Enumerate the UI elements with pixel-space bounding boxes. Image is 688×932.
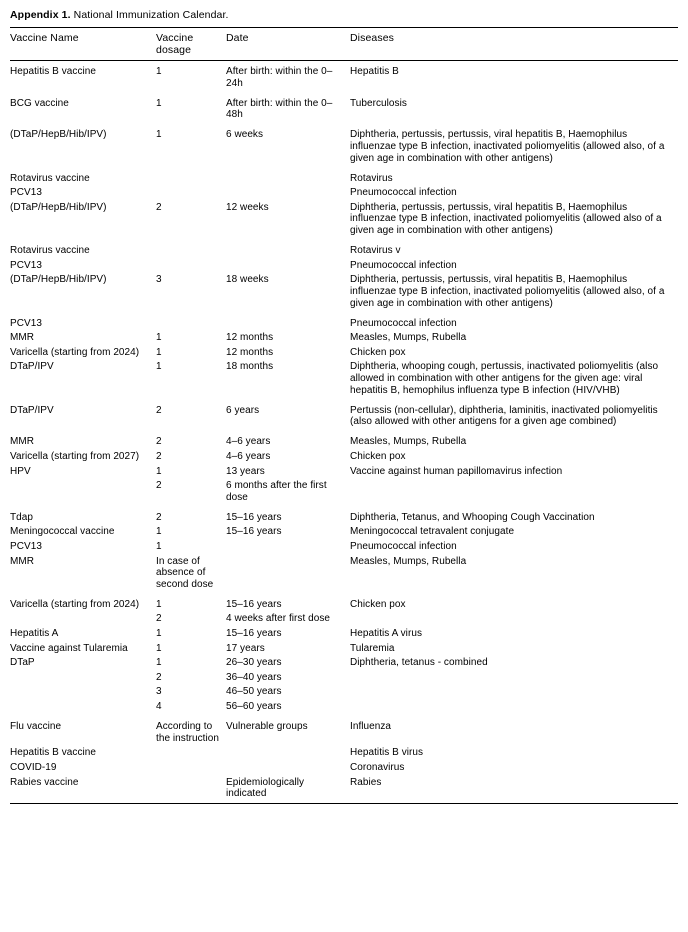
cell-date xyxy=(226,311,350,331)
column-header-diseases: Diseases xyxy=(350,28,678,61)
cell-date xyxy=(226,166,350,186)
column-header-vaccine-dosage: Vaccine dosage xyxy=(156,28,226,61)
cell-diseases: Diphtheria, tetanus - combined xyxy=(350,657,488,669)
cell-date: 56–60 years xyxy=(226,701,282,713)
cell-diseases: Measles, Mumps, Rubella xyxy=(350,436,467,448)
table-row xyxy=(10,122,678,165)
cell-date: 12 weeks xyxy=(226,201,269,213)
cell-date: 6 months after the first dose xyxy=(226,480,327,503)
cell-vaccine-name: Meningococcal vaccine xyxy=(10,526,115,538)
cell-diseases: Vaccine against human papillomavirus infection xyxy=(350,465,563,477)
cell-vaccine-name: Rotavirus vaccine xyxy=(10,172,90,184)
cell-vaccine-name: Vaccine against Tularemia xyxy=(10,642,128,654)
cell-vaccine-name: PCV13 xyxy=(10,259,42,271)
cell-vaccine-dosage: 1 xyxy=(156,526,162,538)
cell-vaccine-dosage xyxy=(156,760,226,775)
table-row xyxy=(10,775,678,801)
cell-vaccine-dosage: 1 xyxy=(156,642,162,654)
cell-diseases xyxy=(350,612,678,627)
cell-vaccine-dosage: 2 xyxy=(156,613,162,625)
cell-date: 36–40 years xyxy=(226,671,282,683)
cell-vaccine-name: Hepatitis B vaccine xyxy=(10,747,96,759)
cell-vaccine-name: Hepatitis A xyxy=(10,628,59,640)
cell-vaccine-dosage: 1 xyxy=(156,129,162,141)
cell-diseases: Chicken pox xyxy=(350,598,406,610)
table-row xyxy=(10,554,678,592)
cell-diseases: Tularemia xyxy=(350,642,395,654)
cell-diseases: Diphtheria, pertussis, pertussis, viral hepatitis B, Haemophilus influenzae type B infection, inactivated poliomyelitis (allowed also of a given age in combination with other antigens) xyxy=(350,201,662,237)
cell-diseases: Diphtheria, pertussis, pertussis, viral hepatitis B, Haemophilus influenzae type B infection, inactivated poliomyelitis (allowed also, of a given age in combination with other antigens) xyxy=(350,129,665,164)
table-row xyxy=(10,258,678,273)
cell-vaccine-name: BCG vaccine xyxy=(10,97,69,109)
table-header-row xyxy=(10,28,678,61)
cell-vaccine-dosage: 2 xyxy=(156,511,162,523)
cell-vaccine-name: (DTaP/HepB/Hib/IPV) xyxy=(10,129,107,141)
cell-vaccine-dosage xyxy=(156,186,226,201)
cell-diseases: Chicken pox xyxy=(350,450,406,462)
table-row xyxy=(10,360,678,398)
table-row xyxy=(10,200,678,238)
cell-vaccine-dosage: 1 xyxy=(156,361,162,373)
column-header-date: Date xyxy=(226,28,350,61)
table-row xyxy=(10,700,678,715)
cell-vaccine-name: MMR xyxy=(10,436,35,448)
cell-date: 4 weeks after first dose xyxy=(226,613,331,625)
cell-vaccine-name: Varicella (starting from 2024) xyxy=(10,346,140,358)
table-header xyxy=(10,28,678,61)
cell-date: 13 years xyxy=(226,465,265,477)
cell-vaccine-dosage: 2 xyxy=(156,436,162,448)
cell-date: 18 weeks xyxy=(226,274,269,286)
cell-date: 4–6 years xyxy=(226,450,271,462)
cell-date: 15–16 years xyxy=(226,511,282,523)
cell-vaccine-dosage: 1 xyxy=(156,541,162,552)
cell-date: 46–50 years xyxy=(226,686,282,698)
cell-vaccine-name: HPV xyxy=(10,465,31,477)
cell-date: 15–16 years xyxy=(226,598,282,610)
table-row xyxy=(10,670,678,685)
cell-diseases: Influenza xyxy=(350,721,392,733)
cell-vaccine-dosage: 1 xyxy=(156,657,162,669)
cell-diseases: Tuberculosis xyxy=(350,97,407,109)
cell-diseases: Pneumococcal infection xyxy=(350,259,457,271)
table-row xyxy=(10,449,678,464)
cell-date: 26–30 years xyxy=(226,657,282,669)
table-row xyxy=(10,331,678,346)
caption-label: Appendix 1. xyxy=(10,9,71,21)
cell-diseases: Hepatitis A virus xyxy=(350,628,422,640)
cell-vaccine-name: Varicella (starting from 2027) xyxy=(10,450,140,462)
table-row xyxy=(10,656,678,671)
cell-diseases xyxy=(350,700,678,715)
cell-vaccine-dosage: 3 xyxy=(156,686,162,698)
cell-vaccine-name: Tdap xyxy=(10,511,33,523)
cell-date xyxy=(226,554,350,592)
cell-diseases: Hepatitis B xyxy=(350,66,399,77)
cell-date: After birth: within the 0–48h xyxy=(226,97,333,121)
cell-diseases xyxy=(350,670,678,685)
cell-diseases xyxy=(350,685,678,700)
cell-vaccine-name: Rabies vaccine xyxy=(10,776,79,788)
table-row xyxy=(10,311,678,331)
cell-vaccine-dosage xyxy=(156,311,226,331)
caption-text: National Immunization Calendar. xyxy=(73,9,229,21)
cell-diseases: Measles, Mumps, Rubella xyxy=(350,332,467,344)
cell-date: After birth: within the 0–24h xyxy=(226,66,333,89)
cell-date: 12 months xyxy=(226,346,274,358)
table-row xyxy=(10,429,678,449)
cell-date xyxy=(226,238,350,258)
cell-vaccine-dosage xyxy=(156,166,226,186)
cell-vaccine-name: DTaP/IPV xyxy=(10,361,54,373)
table-row xyxy=(10,685,678,700)
table-row xyxy=(10,627,678,642)
cell-vaccine-dosage: In case of absence of second dose xyxy=(156,555,214,590)
cell-vaccine-name: DTaP/IPV xyxy=(10,404,54,416)
cell-vaccine-name: COVID-19 xyxy=(10,761,57,773)
cell-date: Epidemiologically indicated xyxy=(226,776,305,800)
cell-vaccine-dosage: 1 xyxy=(156,66,162,77)
cell-vaccine-name: Rotavirus vaccine xyxy=(10,245,90,257)
table-row xyxy=(10,760,678,775)
cell-vaccine-dosage: 2 xyxy=(156,480,162,492)
cell-diseases: Pneumococcal infection xyxy=(350,187,457,199)
cell-diseases: Diphtheria, pertussis, pertussis, viral hepatitis B, Haemophilus influenzae type B infection, inactivated poliomyelitis (allowed also, of a given age in combination with other antigens) xyxy=(350,274,665,309)
cell-diseases: Rabies xyxy=(350,776,382,788)
cell-diseases: Chicken pox xyxy=(350,346,406,358)
table-row xyxy=(10,714,678,746)
cell-date: 18 months xyxy=(226,361,274,373)
cell-vaccine-dosage xyxy=(156,746,226,761)
cell-vaccine-name: MMR xyxy=(10,332,35,344)
cell-vaccine-name: PCV13 xyxy=(10,317,42,329)
table-bottom-rule xyxy=(10,803,678,804)
cell-vaccine-dosage: 1 xyxy=(156,598,162,610)
cell-diseases: Rotavirus v xyxy=(350,245,401,257)
cell-date xyxy=(226,258,350,273)
cell-diseases: Hepatitis B virus xyxy=(350,747,424,759)
cell-diseases: Rotavirus xyxy=(350,172,393,184)
cell-vaccine-name xyxy=(10,670,156,685)
cell-vaccine-name: MMR xyxy=(10,555,35,567)
cell-date xyxy=(226,186,350,201)
cell-date xyxy=(226,540,350,555)
cell-date: 15–16 years xyxy=(226,526,282,538)
table-row xyxy=(10,238,678,258)
table-row xyxy=(10,505,678,525)
table-caption xyxy=(10,8,678,27)
cell-vaccine-name: (DTaP/HepB/Hib/IPV) xyxy=(10,201,107,213)
cell-vaccine-name: DTaP xyxy=(10,657,35,669)
table-row xyxy=(10,61,678,91)
table-row xyxy=(10,398,678,430)
cell-vaccine-name: Hepatitis B vaccine xyxy=(10,66,96,77)
cell-vaccine-dosage xyxy=(156,238,226,258)
cell-date xyxy=(226,760,350,775)
cell-date: 6 years xyxy=(226,404,260,416)
cell-vaccine-name xyxy=(10,479,156,505)
cell-vaccine-name: (DTaP/HepB/Hib/IPV) xyxy=(10,274,107,286)
table-row xyxy=(10,166,678,186)
cell-vaccine-dosage: 2 xyxy=(156,671,162,683)
cell-vaccine-dosage: According to the instruction xyxy=(156,721,220,744)
table-row xyxy=(10,540,678,555)
cell-vaccine-dosage: 4 xyxy=(156,701,162,713)
cell-vaccine-dosage: 3 xyxy=(156,274,162,286)
table-row xyxy=(10,186,678,201)
cell-date xyxy=(226,746,350,761)
immunization-calendar-table xyxy=(10,27,678,801)
cell-vaccine-dosage xyxy=(156,775,226,801)
cell-diseases: Measles, Mumps, Rubella xyxy=(350,555,467,567)
cell-date: 12 months xyxy=(226,332,274,344)
cell-diseases: Diphtheria, Tetanus, and Whooping Cough Vaccination xyxy=(350,511,595,523)
cell-vaccine-dosage: 2 xyxy=(156,201,162,213)
cell-diseases: Pertussis (non-cellular), diphtheria, laminitis, inactivated poliomyelitis (also allowed with other antigens for a given age combined) xyxy=(350,404,658,428)
cell-vaccine-dosage: 2 xyxy=(156,450,162,462)
table-row xyxy=(10,592,678,612)
table-row xyxy=(10,273,678,311)
column-header-vaccine-name: Vaccine Name xyxy=(10,28,156,61)
cell-vaccine-name: Varicella (starting from 2024) xyxy=(10,598,140,610)
table-row xyxy=(10,479,678,505)
cell-date: 15–16 years xyxy=(226,628,282,640)
table-row xyxy=(10,91,678,123)
cell-vaccine-name xyxy=(10,612,156,627)
cell-vaccine-dosage: 1 xyxy=(156,465,162,477)
table-row xyxy=(10,746,678,761)
cell-diseases xyxy=(350,479,678,505)
cell-vaccine-dosage: 1 xyxy=(156,97,162,109)
table-row xyxy=(10,345,678,360)
cell-vaccine-name: PCV13 xyxy=(10,541,42,552)
cell-vaccine-name xyxy=(10,700,156,715)
cell-vaccine-dosage: 1 xyxy=(156,332,162,344)
cell-vaccine-name: PCV13 xyxy=(10,187,42,199)
cell-diseases: Pneumococcal infection xyxy=(350,317,457,329)
cell-vaccine-dosage xyxy=(156,258,226,273)
cell-vaccine-name: Flu vaccine xyxy=(10,721,62,733)
table-body xyxy=(10,61,678,802)
table-row xyxy=(10,464,678,479)
table-row xyxy=(10,525,678,540)
cell-diseases: Coronavirus xyxy=(350,761,405,773)
cell-vaccine-dosage: 1 xyxy=(156,346,162,358)
cell-diseases: Diphtheria, whooping cough, pertussis, inactivated poliomyelitis (also allowed in combination with other antigens for the given age: viral hepatitis B, hemophilus influenza type B infection (HIV/VHB) xyxy=(350,361,659,396)
cell-date: 4–6 years xyxy=(226,436,271,448)
cell-diseases: Meningococcal tetravalent conjugate xyxy=(350,526,515,538)
cell-date: Vulnerable groups xyxy=(226,721,308,733)
cell-date: 6 weeks xyxy=(226,129,264,141)
table-row xyxy=(10,612,678,627)
cell-vaccine-dosage: 2 xyxy=(156,404,162,416)
cell-vaccine-dosage: 1 xyxy=(156,628,162,640)
table-row xyxy=(10,641,678,656)
cell-vaccine-name xyxy=(10,685,156,700)
cell-diseases: Pneumococcal infection xyxy=(350,541,457,552)
cell-date: 17 years xyxy=(226,642,265,654)
